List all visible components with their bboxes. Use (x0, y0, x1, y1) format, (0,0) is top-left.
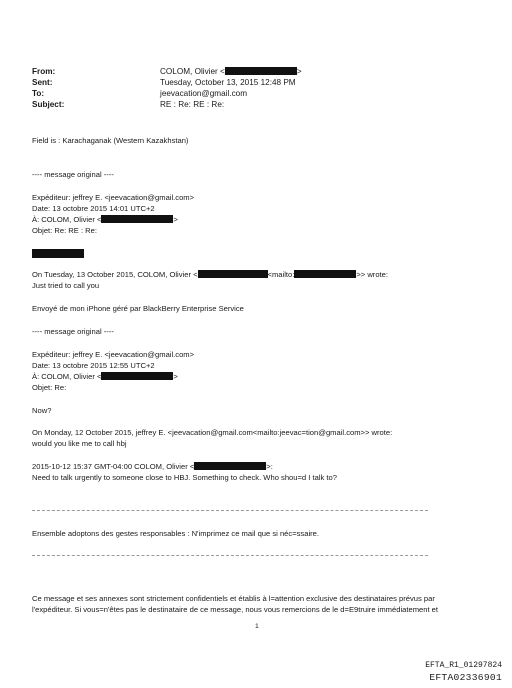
redaction-bar (32, 249, 84, 258)
from-bracket: > (296, 67, 302, 76)
efta-reference-small: EFTA_R1_01297824 (425, 661, 502, 670)
redaction-bar (294, 270, 356, 278)
original-message-divider-1: ---- message original ---- (32, 170, 114, 179)
redaction-bar (225, 67, 297, 75)
confidentiality-line-2: l'expéditeur. Si vous=n'êtes pas le destinataire de ce message, nous vous remercions de le d=E9truire immédiatement et (32, 605, 439, 614)
from-label: From: (32, 67, 56, 76)
message-tried-call: Just tried to call you (32, 281, 100, 290)
redaction-bar (194, 462, 266, 470)
subject-value: RE : Re: RE : Re: (160, 100, 225, 109)
sent-value: Tuesday, October 13, 2015 12:48 PM (160, 78, 296, 87)
reply-header-1-prefix: On Tuesday, 13 October 2015, COLOM, Olivier < (32, 270, 198, 279)
dashed-divider-1 (32, 510, 428, 511)
recipient-suffix-2: > (173, 372, 178, 381)
reply-header-1-suffix: >> wrote: (356, 270, 389, 279)
dashed-divider-2 (32, 555, 428, 556)
recipient-prefix-2: À: COLOM, Olivier < (32, 372, 102, 381)
reply-header-3-prefix: 2015-10-12 15:37 GMT-04:00 COLOM, Olivier < (32, 462, 195, 471)
from-value (160, 66, 302, 77)
iphone-signature: Envoyé de mon iPhone géré par BlackBerry Enterprise Service (32, 304, 244, 313)
redaction-bar (101, 372, 173, 380)
eco-notice: Ensemble adoptons des gestes responsables : N'imprimez ce mail que si néc=ssaire. (32, 529, 319, 538)
reply-header-2: On Monday, 12 October 2015, jeffrey E. <jeevacation@gmail.com<mailto:jeevac=tion@gmail.com>> wrote: (32, 428, 393, 437)
message-now: Now? (32, 406, 52, 415)
efta-reference-large: EFTA02336901 (429, 672, 502, 683)
recipient-prefix-1: À: COLOM, Olivier < (32, 215, 102, 224)
redaction-bar (101, 215, 173, 223)
subject-label: Subject: (32, 100, 65, 109)
sender-line-1: Expéditeur: jeffrey E. <jeevacation@gmail.com> (32, 193, 195, 202)
redacted-line (32, 249, 84, 260)
from-name: COLOM, Olivier < (160, 67, 225, 76)
message-call-hbj: would you like me to call hbj (32, 439, 127, 448)
to-value: jeevacation@gmail.com (160, 89, 248, 98)
date-line-1: Date: 13 octobre 2015 14:01 UTC+2 (32, 204, 155, 213)
sender-line-2: Expéditeur: jeffrey E. <jeevacation@gmail.com> (32, 350, 195, 359)
page-number: 1 (255, 623, 259, 630)
object-line-2: Objet: Re: (32, 383, 67, 392)
confidentiality-line-1: Ce message et ses annexes sont strictement confidentiels et établis à l=attention exclusive des destinataires prévus par (32, 594, 435, 603)
recipient-suffix-1: > (173, 215, 178, 224)
recipient-line-1 (32, 215, 178, 225)
redaction-bar (198, 270, 268, 278)
field-line: Field is : Karachaganak (Western Kazakhstan) (32, 136, 189, 145)
original-message-divider-2: ---- message original ---- (32, 327, 114, 336)
sent-label: Sent: (32, 78, 53, 87)
reply-header-3 (32, 462, 273, 472)
reply-header-1-mailto: <mailto: (267, 270, 295, 279)
recipient-line-2 (32, 372, 178, 382)
reply-header-3-suffix: >: (266, 462, 273, 471)
date-line-2: Date: 13 octobre 2015 12:55 UTC+2 (32, 361, 155, 370)
object-line-1: Objet: Re: RE : Re: (32, 226, 97, 235)
reply-header-1 (32, 270, 388, 280)
message-need-talk: Need to talk urgently to someone close to HBJ. Something to check. Who shou=d I talk to? (32, 473, 337, 482)
to-label: To: (32, 89, 45, 98)
